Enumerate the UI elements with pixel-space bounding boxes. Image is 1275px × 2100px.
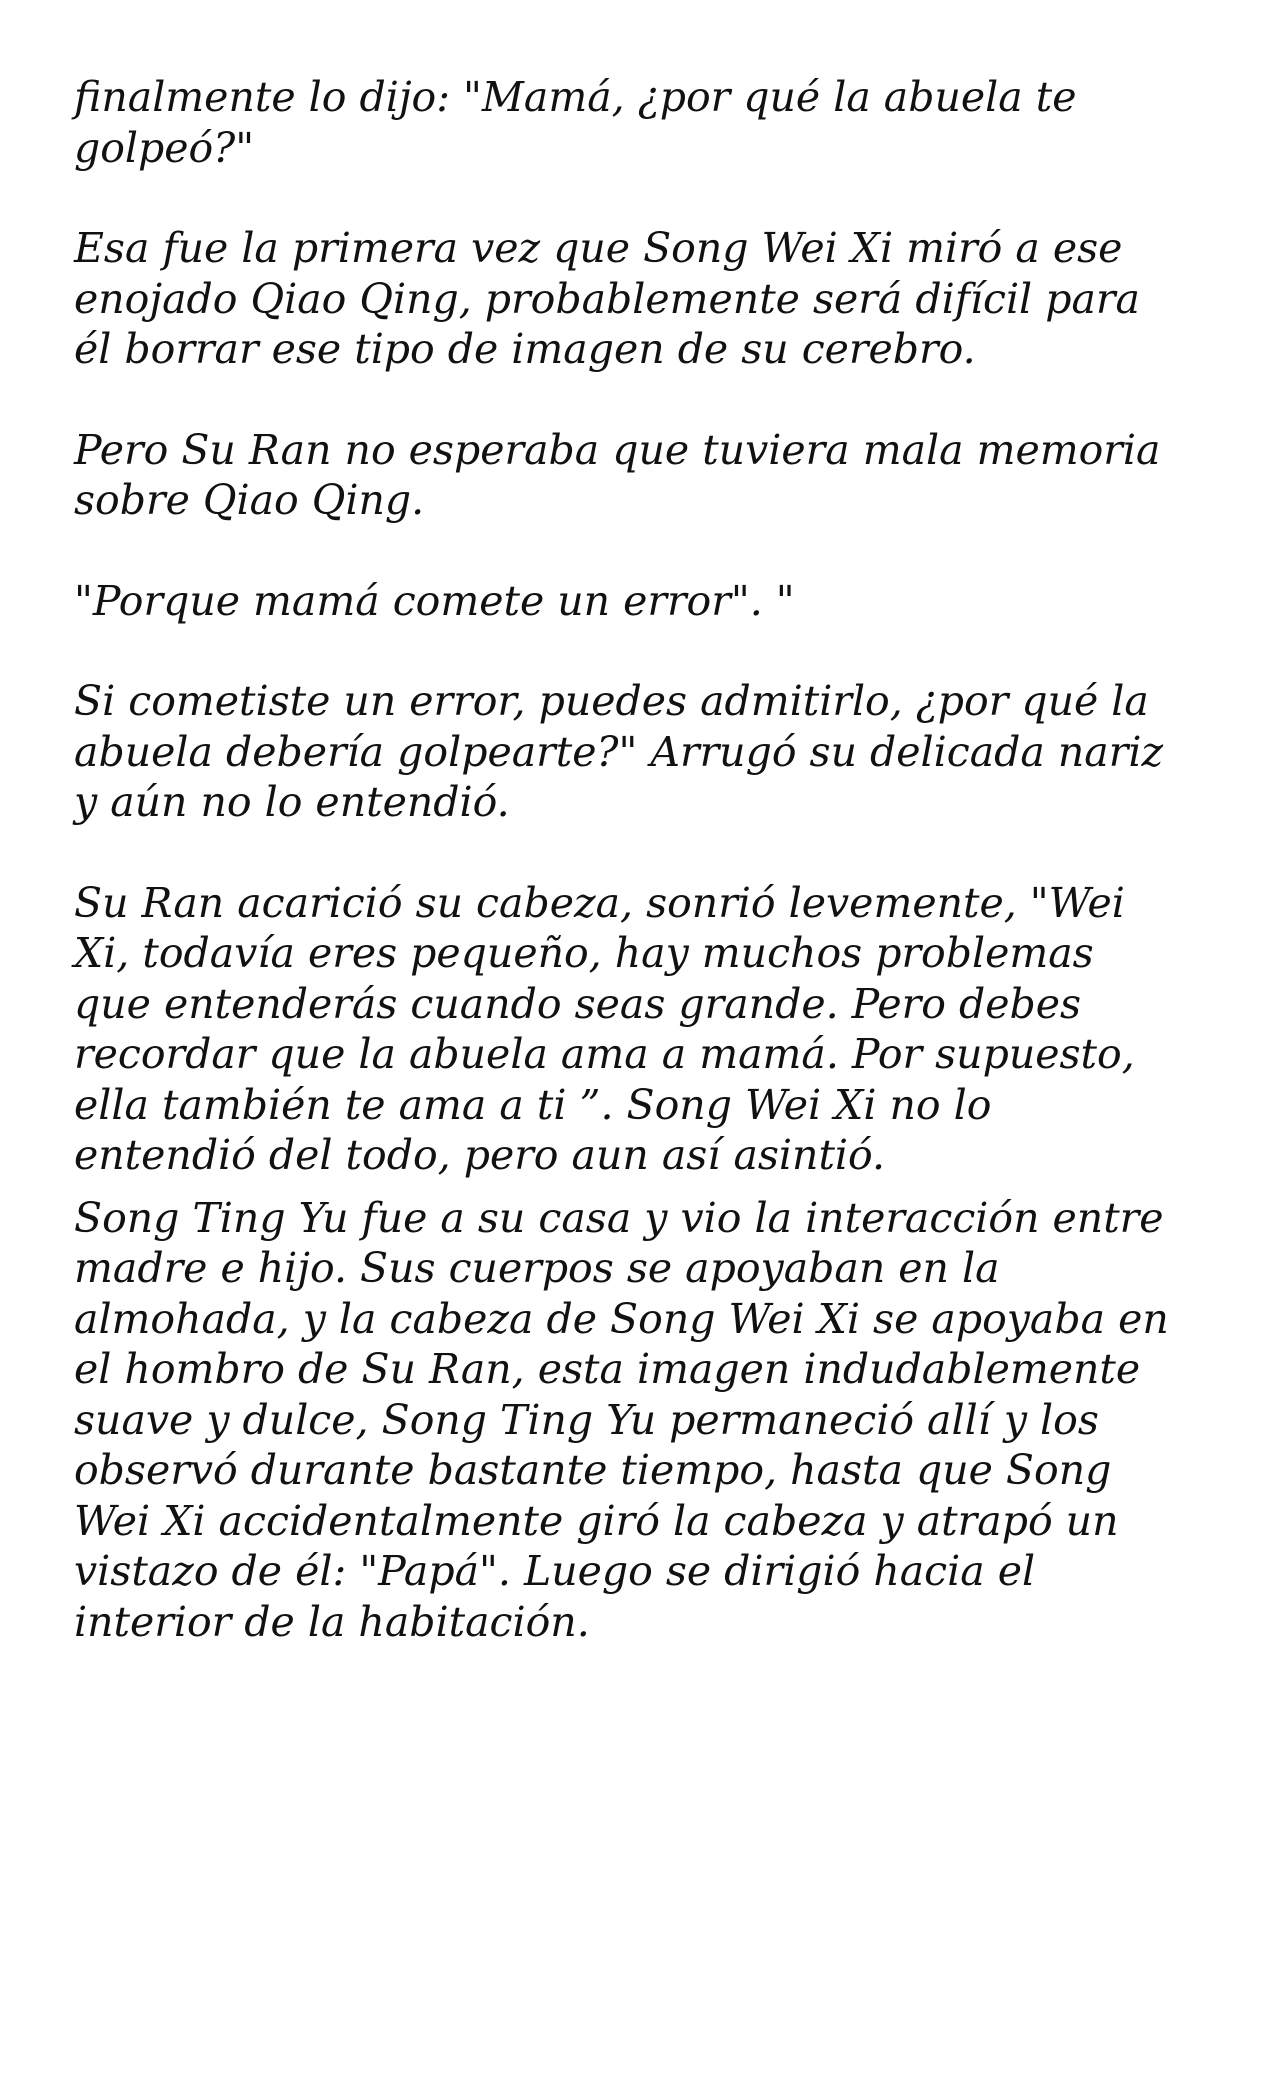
paragraph-2: Esa fue la primera vez que Song Wei Xi miró a ese enojado Qiao Qing, probablemente será difícil para él borrar ese tipo de imagen de su cerebro. — [74, 224, 1140, 373]
paragraph-5: Si cometiste un error, puedes admitirlo, ¿por qué la abuela debería golpearte?" Arrugó su delicada nariz y aún no lo entendió. — [74, 677, 1164, 826]
paragraph-4: "Porque mamá comete un error". " — [74, 576, 795, 625]
body-text — [74, 72, 1214, 1647]
paragraph-7: Song Ting Yu fue a su casa y vio la interacción entre madre e hijo. Sus cuerpos se apoyaban en la almohada, y la cabeza de Song Wei Xi se apoyaba en el hombro de Su Ran, esta imagen indudablemente suave y dulce, Song Ting Yu permaneció allí y los observó durante bastante tiempo, hasta que Song Wei Xi accidentalmente giró la cabeza y atrapó un vistazo de él: "Papá". Luego se dirigió hacia el interior de la habitación. — [74, 1193, 1169, 1646]
paragraph-3: Pero Su Ran no esperaba que tuviera mala memoria sobre Qiao Qing. — [74, 425, 1161, 524]
paragraph-1: finalmente lo dijo: "Mamá, ¿por qué la abuela te golpeó?" — [74, 73, 1077, 172]
paragraph-6: Su Ran acarició su cabeza, sonrió levemente, "Wei Xi, todavía eres pequeño, hay muchos problemas que entenderás cuando seas grande. Pero debes recordar que la abuela ama a mamá. Por supuesto, ella también te ama a ti ”. Song Wei Xi no lo entendió del todo, pero aun así asintió. — [74, 878, 1135, 1179]
